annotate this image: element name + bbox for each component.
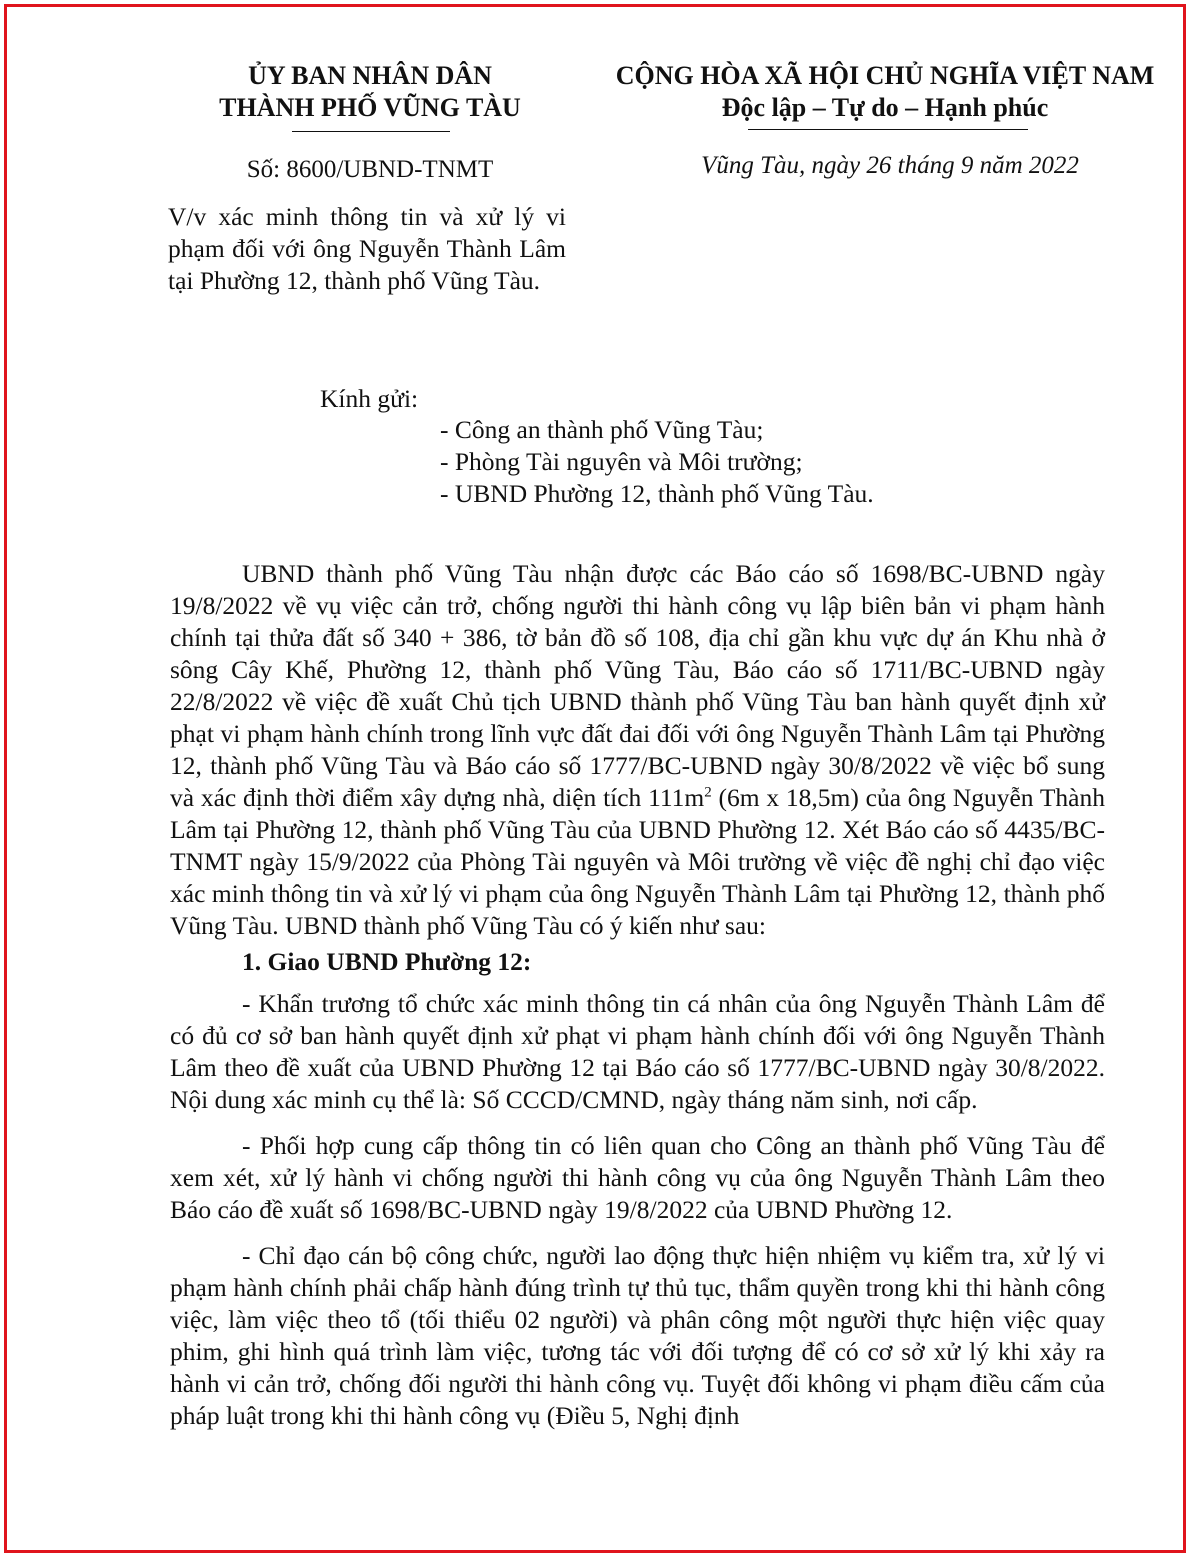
intro-paragraph xyxy=(170,558,1105,942)
addressee-label: Kính gửi: xyxy=(320,384,419,413)
task-item-1: - Khẩn trương tổ chức xác minh thông tin cá nhân của ông Nguyễn Thành Lâm để có đủ cơ sở ban hành quyết định xử phạt vi phạm hành chính đối với ông Nguyễn Thành Lâm theo đề xuất của UBND Phường 12 tại Báo cáo số 1777/BC-UBND ngày 30/8/2022. Nội dung xác minh cụ thể là: Số CCCD/CMND, ngày tháng năm sinh, nơi cấp. xyxy=(170,989,1105,1114)
recipient-list xyxy=(440,414,874,510)
issuing-agency xyxy=(150,60,590,124)
recipient-item: - Phòng Tài nguyên và Môi trường; xyxy=(440,447,803,476)
document-body xyxy=(170,558,1105,1446)
motto: Độc lập – Tự do – Hạnh phúc xyxy=(721,93,1049,122)
agency-line-1: ỦY BAN NHÂN DÂN xyxy=(248,61,492,90)
superscript-2: 2 xyxy=(704,784,712,801)
document-number: Số: 8600/UBND-TNMT xyxy=(246,156,494,183)
task-item-3: - Chỉ đạo cán bộ công chức, người lao động thực hiện nhiệm vụ kiểm tra, xử lý vi phạm hành chính phải chấp hành đúng trình tự thủ tục, thẩm quyền trong khi thi hành công việc, làm việc theo tổ (tối thiểu 02 người) và phân công một người thực hiện việc quay phim, ghi hình quá trình làm việc, tương tác với đối tượng để có cơ sở xử lý khi xảy ra hành vi cản trở, chống đối người thi hành công vụ. Tuyệt đối không vi phạm điều cấm của pháp luật trong khi thi hành công vụ (Điều 5, Nghị định xyxy=(170,1241,1105,1430)
intro-text-2: (6m x 18,5m) của ông Nguyễn Thành Lâm tại Phường 12, thành phố Vũng Tàu của UBND Phường 12. Xét Báo cáo số 4435/BC-TNMT ngày 15/9/2022 của Phòng Tài nguyên và Môi trường về việc đề nghị chỉ đạo việc xác minh thông tin và xử lý vi phạm của ông Nguyễn Thành Lâm tại Phường 12, thành phố Vũng Tàu. UBND thành phố Vũng Tàu có ý kiến như sau: xyxy=(170,783,1105,940)
motto-underline xyxy=(748,129,1028,130)
subject-line: V/v xác minh thông tin và xử lý vi phạm đối với ông Nguyễn Thành Lâm tại Phường 12, thành phố Vũng Tàu. xyxy=(168,202,566,295)
country-name: CỘNG HÒA XÃ HỘI CHỦ NGHĨA VIỆT NAM xyxy=(615,61,1155,90)
section-heading-1: 1. Giao UBND Phường 12: xyxy=(242,947,532,976)
agency-line-2: THÀNH PHỐ VŨNG TÀU xyxy=(219,93,521,122)
agency-underline xyxy=(292,131,450,132)
recipient-item: - Công an thành phố Vũng Tàu; xyxy=(440,415,764,444)
task-item-2: - Phối hợp cung cấp thông tin có liên quan cho Công an thành phố Vũng Tàu để xem xét, xử lý hành vi chống người thi hành công vụ của ông Nguyễn Thành Lâm theo Báo cáo đề xuất số 1698/BC-UBND ngày 19/8/2022 của UBND Phường 12. xyxy=(170,1131,1105,1224)
recipient-item: - UBND Phường 12, thành phố Vũng Tàu. xyxy=(440,479,874,508)
intro-text-1: UBND thành phố Vũng Tàu nhận được các Báo cáo số 1698/BC-UBND ngày 19/8/2022 về vụ việc cản trở, chống người thi hành công vụ lập biên bản vi phạm hành chính tại thửa đất số 340 + 386, tờ bản đồ số 108, địa chỉ gần khu vực dự án Khu nhà ở sông Cây Khế, Phường 12, thành phố Vũng Tàu, Báo cáo số 1711/BC-UBND ngày 22/8/2022 về việc đề xuất Chủ tịch UBND thành phố Vũng Tàu ban hành quyết định xử phạt vi phạm hành chính trong lĩnh vực đất đai đối với ông Nguyễn Thành Lâm tại Phường 12, thành phố Vũng Tàu và Báo cáo số 1777/BC-UBND ngày 30/8/2022 về việc bổ sung và xác định thời điểm xây dựng nhà, diện tích 111m xyxy=(170,559,1105,812)
national-motto xyxy=(600,60,1170,124)
date-place: Vũng Tàu, ngày 26 tháng 9 năm 2022 xyxy=(701,152,1079,179)
